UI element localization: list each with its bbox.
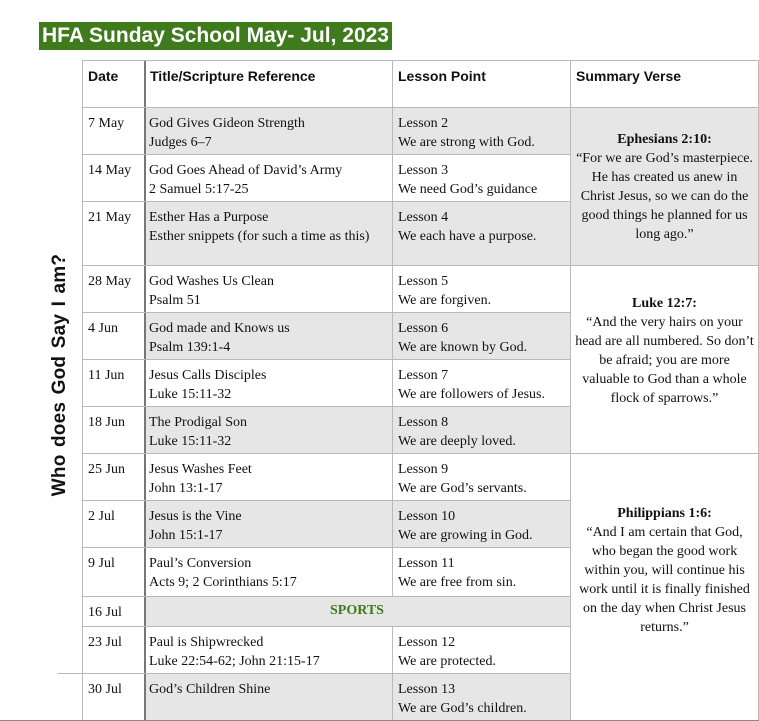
- row-title: The Prodigal Son: [149, 415, 247, 430]
- row-lesson: Lesson 11: [398, 556, 455, 571]
- row-lesson: Lesson 13: [398, 682, 456, 697]
- row-title: God Washes Us Clean: [149, 274, 274, 289]
- row-scripture: Judges 6–7: [149, 135, 212, 150]
- grid-line: [82, 60, 759, 61]
- row-lesson-point: We are God’s servants.: [398, 481, 527, 496]
- row-date: 25 Jun: [88, 462, 125, 477]
- row-title: God made and Knows us: [149, 321, 290, 336]
- row-date: 28 May: [88, 274, 132, 289]
- row-lesson: Lesson 6: [398, 321, 449, 336]
- row-title: God Gives Gideon Strength: [149, 116, 305, 131]
- sports-label: SPORTS: [330, 603, 384, 618]
- row-lesson: Lesson 4: [398, 210, 449, 225]
- row-scripture: Esther snippets (for such a time as this): [149, 229, 370, 244]
- row-date: 11 Jun: [88, 368, 125, 383]
- row-title: Paul is Shipwrecked: [149, 635, 264, 650]
- row-lesson: Lesson 12: [398, 635, 456, 650]
- grid-line: [82, 312, 570, 313]
- row-lesson: Lesson 5: [398, 274, 449, 289]
- grid-line: [82, 453, 759, 454]
- side-label-text: Who does God Say I am?: [49, 253, 70, 497]
- row-scripture: John 15:1-17: [149, 528, 223, 543]
- row-lesson-point: We are strong with God.: [398, 135, 535, 150]
- grid-line: [82, 626, 570, 627]
- row-scripture: Psalm 51: [149, 293, 201, 308]
- row-date: 23 Jul: [88, 635, 122, 650]
- grid-line: [82, 359, 570, 360]
- row-scripture: John 13:1-17: [149, 481, 223, 496]
- row-date: 21 May: [88, 210, 132, 225]
- row-title: God’s Children Shine: [149, 682, 271, 697]
- row-lesson-point: We are forgiven.: [398, 293, 492, 308]
- page-title: HFA Sunday School May- Jul, 2023: [39, 22, 392, 50]
- row-date: 9 Jul: [88, 556, 115, 571]
- row-lesson: Lesson 10: [398, 509, 456, 524]
- verse-text: “And I am certain that God, who began the good work within you, will continue his work until it is finally finished on the day when Christ Jesus returns.”: [579, 525, 750, 635]
- grid-line: [392, 60, 393, 596]
- row-title: Paul’s Conversion: [149, 556, 252, 571]
- row-date: 14 May: [88, 163, 132, 178]
- grid-line: [82, 406, 570, 407]
- row-lesson: Lesson 9: [398, 462, 449, 477]
- summary-verse: [570, 294, 759, 408]
- row-scripture: Luke 15:11-32: [149, 387, 232, 402]
- row-scripture: Luke 15:11-32: [149, 434, 232, 449]
- verse-reference: Luke 12:7:: [632, 296, 697, 311]
- row-lesson-point: We are free from sin.: [398, 575, 517, 590]
- grid-line: [58, 673, 570, 674]
- row-title: God Goes Ahead of David’s Army: [149, 163, 343, 178]
- row-lesson-point: We are known by God.: [398, 340, 528, 355]
- row-date: 2 Jul: [88, 509, 115, 524]
- header-title: Title/Scripture Reference: [150, 68, 316, 84]
- summary-verse: [570, 504, 759, 637]
- header-verse: Summary Verse: [576, 68, 682, 84]
- row-lesson-point: We need God’s guidance: [398, 182, 538, 197]
- row-date: 18 Jun: [88, 415, 125, 430]
- verse-reference: Ephesians 2:10:: [617, 132, 712, 147]
- grid-line: [82, 265, 759, 266]
- row-lesson: Lesson 2: [398, 116, 449, 131]
- row-lesson-point: We are followers of Jesus.: [398, 387, 545, 402]
- row-date: 30 Jul: [88, 682, 122, 697]
- verse-text: “And the very hairs on your head are all numbered. So don’t be afraid; you are more valuable to God than a whole flock of sparrows.”: [575, 315, 754, 406]
- row-scripture: Psalm 139:1-4: [149, 340, 231, 355]
- header-date: Date: [88, 68, 119, 84]
- row-date: 7 May: [88, 116, 125, 131]
- verse-reference: Philippians 1:6:: [617, 506, 712, 521]
- row-lesson-point: We are deeply loved.: [398, 434, 516, 449]
- row-title: Jesus Washes Feet: [149, 462, 252, 477]
- row-scripture: Luke 22:54-62; John 21:15-17: [149, 654, 320, 669]
- row-lesson: Lesson 8: [398, 415, 449, 430]
- row-lesson: Lesson 7: [398, 368, 449, 383]
- grid-line: [82, 60, 83, 721]
- summary-verse: [570, 130, 759, 244]
- row-scripture: 2 Samuel 5:17-25: [149, 182, 249, 197]
- row-title: Jesus is the Vine: [149, 509, 242, 524]
- grid-line: [82, 154, 570, 155]
- row-lesson: Lesson 3: [398, 163, 449, 178]
- row-scripture: Acts 9; 2 Corinthians 5:17: [149, 575, 297, 590]
- row-date: 16 Jul: [88, 605, 122, 620]
- row-lesson-point: We each have a purpose.: [398, 229, 537, 244]
- row-title: Jesus Calls Disciples: [149, 368, 267, 383]
- grid-line: [82, 107, 759, 108]
- row-lesson-point: We are growing in God.: [398, 528, 533, 543]
- grid-line: [82, 201, 570, 202]
- row-title: Esther Has a Purpose: [149, 210, 269, 225]
- verse-text: “For we are God’s masterpiece. He has created us anew in Christ Jesus, so we can do the good things he planned for us long ago.”: [576, 151, 753, 242]
- grid-line: [82, 500, 570, 501]
- row-lesson-point: We are God’s children.: [398, 701, 527, 716]
- header-lesson: Lesson Point: [398, 68, 486, 84]
- grid-line: [82, 547, 570, 548]
- row-date: 4 Jun: [88, 321, 118, 336]
- row-lesson-point: We are protected.: [398, 654, 496, 669]
